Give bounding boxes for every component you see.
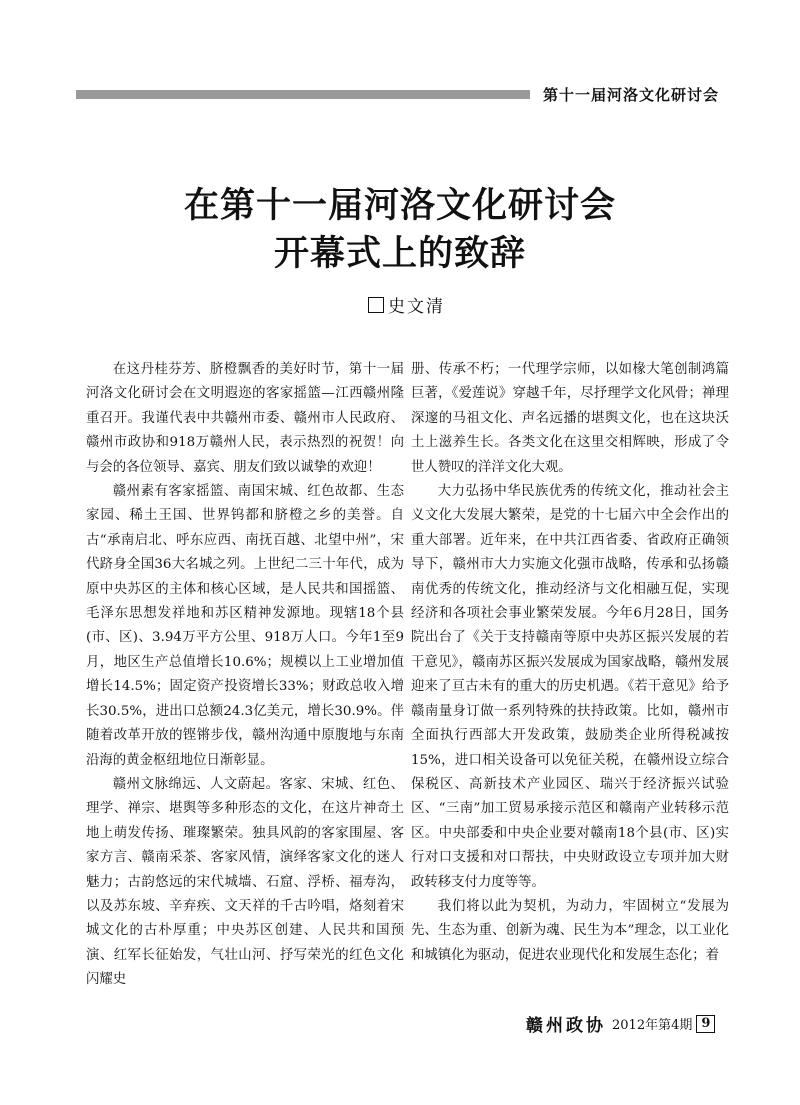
running-header-title: 第十一届河洛文化研讨会 xyxy=(543,86,720,104)
paragraph: 大力弘扬中华民族优秀的传统文化，推动社会主义文化大发展大繁荣，是党的十七届六中全会作出的重大部署。近年来，在中共江西省委、省政府正确领导下，赣州市大力实施文化强市战略，传承和弘扬赣南优秀的传统文化，推动经济与文化相融互促，实现经济和各项社会事业繁荣发展。今年6月28日，国务院出台了《关于支持赣南等原中央苏区振兴发展的若干意见》，赣南苏区振兴发展成为国家战略，赣州发展迎来了亘古未有的重大的历史机遇。《若干意见》给予赣南量身订做一系列特殊的扶持政策。比如，赣州市全面执行西部大开发政策，鼓励类企业所得税减按15%，进口相关设备可以免征关税，在赣州设立综合保税区、高新技术产业园区、瑞兴于经济振兴试验区、“三南”加工贸易承接示范区和赣南产业转移示范区。中央部委和中央企业要对赣南18个县(市、区)实行对口支援和对口帮扶，中央财政设立专项并加大财政转移支付力度等等。 xyxy=(411,484,729,890)
paragraph: 在这丹桂芬芳、脐橙飘香的美好时节，第十一届河洛文化研讨会在文明遐迩的客家摇篮—江西赣州隆重召开。我谨代表中共赣州市委、赣州市人民政府、赣州市政协和918万赣州人民，表示热烈的祝贺！向与会的各位领导、嘉宾、朋友们致以诚挚的欢迎！ xyxy=(86,362,404,475)
paragraph: 赣州素有客家摇篮、南国宋城、红色故都、生态家园、稀土王国、世界钨都和脐橙之乡的美誉。自古“承南启北、呼东应西、南抚百越、北望中州”，宋代跻身全国36大名城之列。上世纪二三十年代，成为原中央苏区的主体和核心区域，是人民共和国摇篮、毛泽东思想发祥地和苏区精神发源地。现辖18个县(市、区)、3.94万平方公里、918万人口。今年1至9月，地区生产总值增长10.6%；规模以上工业增加值增长14.5%；固定资产投资增长33%；财政总收入增长30.5%，进出口总额24.3亿美元，增长30.9%。伴随着改革开放的铿锵步伐，赣州沟通中原腹地与东南沿海的黄金枢纽地位日渐彰显。 xyxy=(86,484,404,768)
byline-box-icon xyxy=(368,297,384,313)
author-byline xyxy=(368,292,445,317)
page-footer xyxy=(526,1011,715,1036)
issue-label: 2012年第4期 xyxy=(612,1018,693,1033)
article-title-line-1: 在第十一届河洛文化研讨会 xyxy=(183,186,616,226)
author-name: 史文清 xyxy=(388,297,445,317)
paragraph: 赣州文脉绵远、人文蔚起。客家、宋城、红色、理学、禅宗、堪舆等多种形态的文化，在这片神奇土地上萌发传扬、璀璨繁荣。独具风韵的客家围屋、客家方言、赣南采茶、客家风情，演绎客家文化的迷人魅力；古韵悠远的宋代城墙、石窟、浮桥、福寿沟，以及苏东坡、辛弃疾、文天祥的千古吟唱，烙刻着宋城文化的古朴厚重；中央苏区创建、人民共和国预演、红军长征始发，气壮山河、抒写荣光的红色文化闪耀史 xyxy=(86,776,404,988)
paragraph: 我们将以此为契机，为动力，牢固树立“发展为先、生态为重、创新为魂、民生为本”理念，以工业化和城镇化为驱动，促进农业现代化和发展生态化；着 xyxy=(411,898,729,963)
page-number: 9 xyxy=(696,1015,715,1033)
left-column xyxy=(86,358,404,993)
right-column xyxy=(411,358,729,968)
article-title-line-2: 开幕式上的致辞 xyxy=(273,234,526,274)
publication-name: 赣州政协 xyxy=(526,1016,606,1036)
header-rule xyxy=(76,90,530,99)
paragraph-continued: 册、传承不朽；一代理学宗师，以如椽大笔创制鸿篇巨著，《爱莲说》穿越千年，尽抒理学文化风骨；禅理深邃的马祖文化、声名远播的堪舆文化，也在这块沃土上滋养生长。各类文化在这里交相辉映，形成了令世人赞叹的洋洋文化大观。 xyxy=(411,362,729,475)
